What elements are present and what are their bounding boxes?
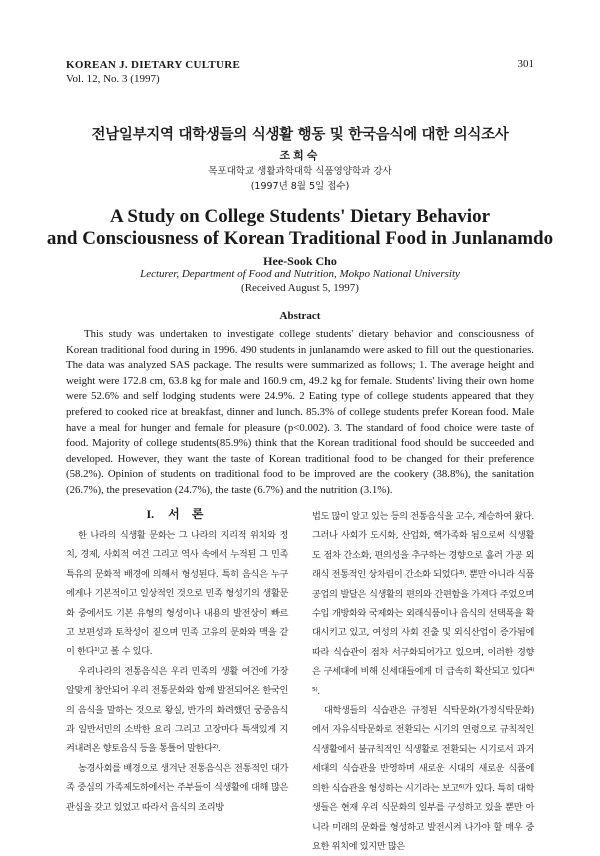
english-received-date: (Received August 5, 1997) <box>241 282 359 294</box>
english-affiliation: Lecturer, Department of Food and Nutrition, Mokpo National University <box>140 268 460 280</box>
korean-affiliation: 목포대학교 생활과학대학 식품영양학과 강사 <box>208 166 392 177</box>
section-number: I. <box>146 507 155 521</box>
body-paragraph: 대학생들의 식습관은 규정된 식탁문화(가정식탁문화)에서 자유식탁문화로 전환되는 시기의 연령으로 규칙적인 식생활에서 불규칙적인 식생활로 전환되는 시기로서 과거세대의 식습관을 반영하며 새로운 시대의 새로운 식품에 의한 식습관을 형성하는 시기라는 보고⁶⁾가 있다. 특히 대학생들은 현재 우리 식문화의 일부를 구성하고 있을 뿐만 아니라 미래의 문화를 형성하고 발전시켜 나가야 할 매우 중요한 위치에 있지만 많은 <box>312 705 534 852</box>
section-title: 서 론 <box>168 507 208 521</box>
journal-header <box>66 58 240 86</box>
body-paragraph: 한 나라의 식생활 문화는 그 나라의 지리적 위치와 정치, 경제, 사회적 여건 그리고 역사 속에서 누적된 그 민족 특유의 문화적 배경에 의해서 형성된다. 특히 음식은 누구에게나 기본적이고 일상적인 것으로 민족 형성기의 생활문화 중에서도 기본 유형의 형성이나 내용의 발전상이 빠르고 보편성과 토착성이 짙으며 민족 고유의 문화와 맥을 같이 한다¹⁾고 볼 수 있다. <box>66 530 288 658</box>
body-paragraph: 우리나라의 전통음식은 우리 민족의 생활 여건에 가장 알맞게 창안되어 우리 전통문화와 함께 발전되어온 한국인의 음식을 말하는 것으로 왕실, 반가의 화려했던 궁중음식과 일반서민의 소박한 요리 그리고 고장마다 특색있게 지켜내려온 향토음식 등을 통틀어 말한다²⁾. <box>66 665 288 755</box>
english-author: Hee-Sook Cho <box>263 254 337 268</box>
body-column-right <box>312 507 534 856</box>
body-column-left <box>66 526 288 817</box>
body-paragraph: 법도 많이 알고 있는 등의 전통음식을 고수, 계승하여 왔다. 그러나 사회가 도시화, 산업화, 핵가족화 됨으로써 식생활도 점차 간소화, 편의성을 추구하는 경향으로 흘러 가공 외래식 전통적인 상차림이 간소화 되었다³⁾. 뿐만 아니라 식품공업의 발달은 식생활의 편의와 간편함을 가져다 주었으며 수입 개방화와 국제화는 외래식품이나 음식의 선택폭을 확대시키고 있고, 여성의 사회 진출 및 외식산업이 증가됨에 따라 식습관이 점차 서구화되어가고 있으며, 이러한 경향은 구세대에 비해 신세대들에게 더 급속히 확산되고 있다⁴⁾⁵⁾. <box>312 511 534 697</box>
body-paragraph: 농경사회를 배경으로 생겨난 전통음식은 전통적인 대가족 중심의 가족제도하에서는 주부들이 식생활에 대해 많은 관심을 갖고 있었고 따라서 음식의 조리방 <box>66 762 288 813</box>
journal-name: KOREAN J. DIETARY CULTURE <box>66 59 241 71</box>
english-title-line2: and Consciousness of Korean Traditional Food in Junlanamdo <box>46 228 554 249</box>
page-number: 301 <box>517 58 534 70</box>
section-heading <box>66 505 288 522</box>
korean-received-date: (1997년 8월 5일 접수) <box>250 181 350 192</box>
english-title <box>0 206 600 250</box>
journal-volume: Vol. 12, No. 3 (1997) <box>66 73 160 85</box>
abstract-text: This study was undertaken to investigate college students' dietary behavior and consciousness of Korean traditional food during in 1996. 490 students in junlanamdo were asked to fill out the questionaries. The data was analyzed SAS package. The results were summarized as follows; 1. The average height and weight were 172.8 cm, 63.8 kg for male and 160.9 cm, 49.2 kg for female. Students' living their own home were 52.6% and self lodging students were 24.9%. 2 Eating type of college students appeared that they prefered to cooked rice at breakfast, dinner and lunch. 85.3% of college students prefer Korean food. Male have a meal for hunger and female for pleasure (p<0.002). 3. The standard of food choice were taste of food. Majority of college students(85.9%) think that the Korean traditional food should be succeeded and developed. However, they want the taste of Korean traditional food to be changed for their preference (58.2%). Opinion of students on traditional food to be improved are the cookery (38.8%), the sanitation (26.7%), the presevation (24.7%), the taste (6.7%) and the nutrition (3.1%). <box>66 328 534 496</box>
korean-author: 조희숙 <box>279 149 321 162</box>
english-title-line1: A Study on College Students' Dietary Behavior <box>109 206 491 227</box>
abstract-heading: Abstract <box>279 310 321 322</box>
korean-title: 전남일부지역 대학생들의 식생활 행동 및 한국음식에 대한 의식조사 <box>91 127 509 143</box>
